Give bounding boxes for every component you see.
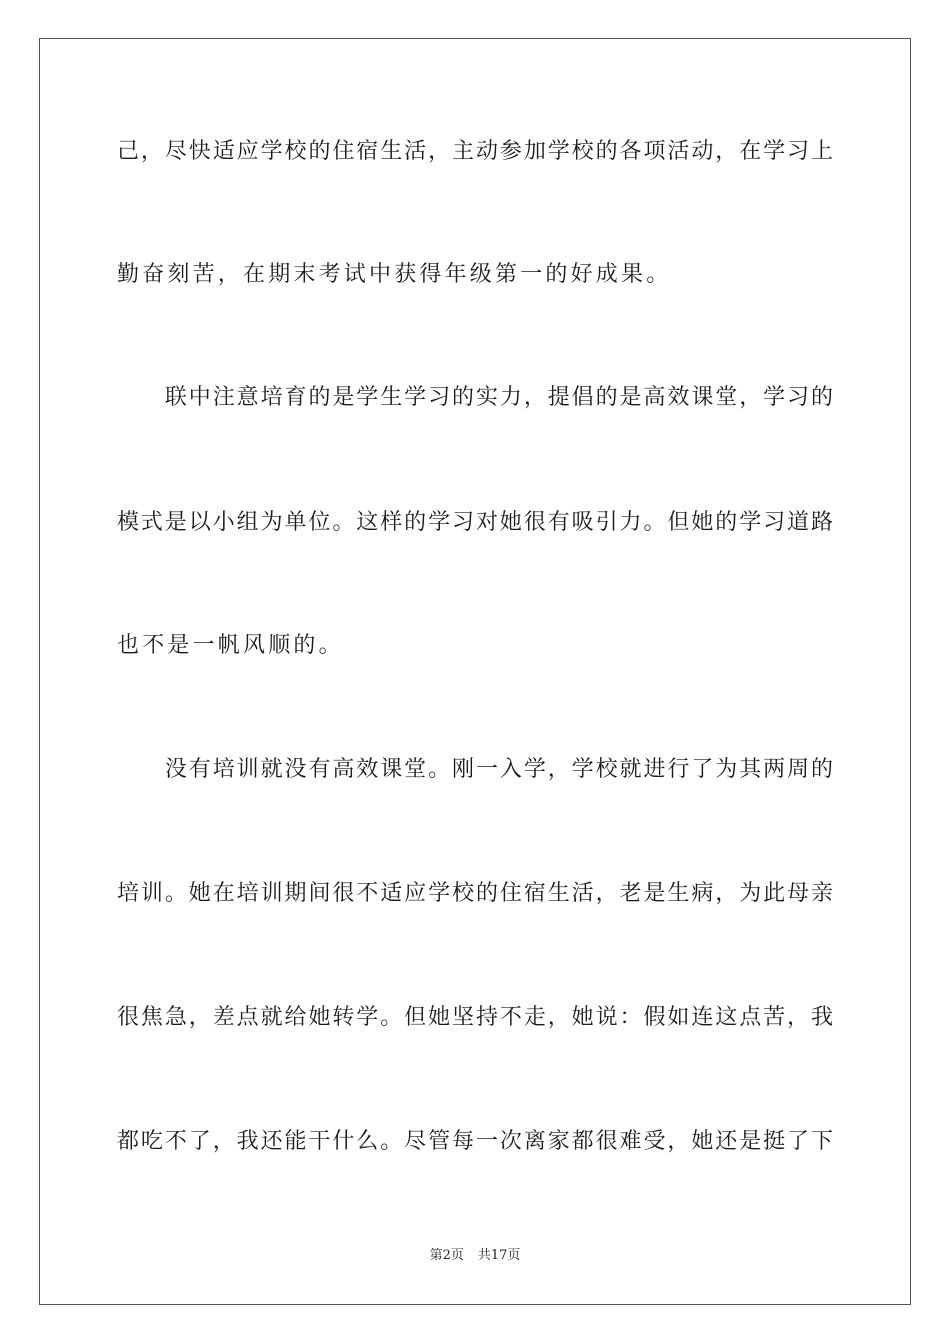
text-line-3: 联中注意培育的是学生学习的实力，提倡的是高效课堂，学习的 bbox=[117, 385, 833, 410]
text-line-6: 没有培训就没有高效课堂。刚一入学，学校就进行了为其两周的 bbox=[117, 757, 833, 782]
page-border bbox=[39, 38, 911, 1305]
text-line-5: 也不是一帆风顺的。 bbox=[117, 633, 344, 658]
page-total: 共17页 bbox=[477, 1248, 521, 1263]
text-line-8: 很焦急，差点就给她转学。但她坚持不走，她说：假如连这点苦，我 bbox=[117, 1005, 833, 1030]
text-line-1: 己，尽快适应学校的住宿生活，主动参加学校的各项活动，在学习上 bbox=[117, 139, 833, 164]
text-line-2: 勤奋刻苦，在期末考试中获得年级第一的好成果。 bbox=[117, 262, 672, 287]
page-number: 第2页 bbox=[429, 1248, 464, 1263]
text-line-7: 培训。她在培训期间很不适应学校的住宿生活，老是生病，为此母亲 bbox=[117, 881, 833, 906]
text-line-9: 都吃不了，我还能干什么。尽管每一次离家都很难受，她还是挺了下 bbox=[117, 1129, 833, 1154]
page-footer bbox=[0, 1247, 950, 1265]
text-line-4: 模式是以小组为单位。这样的学习对她很有吸引力。但她的学习道路 bbox=[117, 510, 833, 535]
